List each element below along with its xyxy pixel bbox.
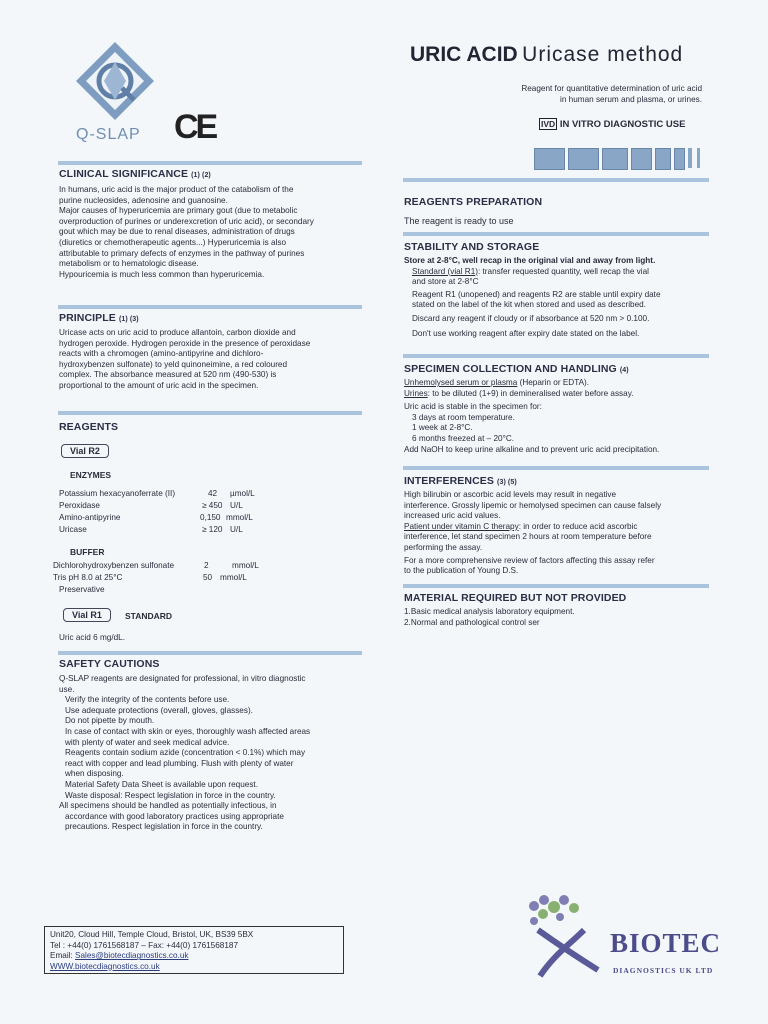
specimen-body — [404, 378, 708, 455]
text-line: react with copper and lead plumbing. Flush with plenty of water — [65, 758, 294, 768]
email-link[interactable]: Sales@biotecdiagnostics.co.uk — [75, 951, 189, 961]
divider — [58, 411, 362, 415]
divider — [403, 232, 709, 236]
ivd-text: IN VITRO DIAGNOSTIC USE — [559, 119, 686, 130]
reagent-name: Uricase — [59, 525, 87, 534]
interferences-heading — [404, 475, 517, 487]
reagent-name: Potassium hexacyanoferrate (II) — [59, 489, 176, 498]
text-line: purine nucleosides, adenosine and guanosine. — [59, 195, 228, 205]
text-line: metabolism or to hematologic disease. — [59, 259, 199, 269]
text-line: Waste disposal: Respect legislation in force in the country. — [65, 790, 276, 800]
biotec-logo — [524, 890, 604, 980]
stability-body — [404, 256, 708, 339]
text-line: increased uric acid values. — [404, 511, 501, 521]
safety-heading: SAFETY CAUTIONS — [59, 658, 160, 670]
title-light: Uricase method — [522, 43, 684, 66]
safety-body — [59, 674, 361, 833]
specimen-heading-text: SPECIMEN COLLECTION AND HANDLING — [404, 363, 617, 375]
list-item: 1.Basic medical analysis laboratory equipment. — [404, 607, 575, 616]
text-line: stated on the label of the kit when stored and used as described. — [412, 300, 646, 310]
standard-label: Standard (vial R1) — [412, 266, 478, 276]
standard-value: Uric acid 6 mg/dL. — [59, 633, 125, 642]
text-line: gout which may be due to renal diseases, administration of drugs — [59, 227, 295, 237]
q-slap-logo — [74, 40, 156, 122]
text-line: Major causes of hyperuricemia are primary gout (due to metabolic — [59, 206, 298, 216]
text-line: Hypouricemia is much less common than hyperuricemia. — [59, 269, 265, 279]
reagent-row — [59, 489, 175, 498]
text-line: interference, let stand specimen 2 hours at room temperature before — [404, 532, 652, 542]
stability-heading: STABILITY AND STORAGE — [404, 241, 540, 253]
text-line: Reagent R1 (unopened) and reagents R2 are stable until expiry date — [412, 289, 661, 299]
email-line — [50, 951, 338, 962]
enzymes-heading: ENZYMES — [70, 470, 112, 480]
text-line: Q-SLAP reagents are designated for professional, in vitro diagnostic — [59, 674, 306, 683]
reagent-row — [59, 513, 120, 522]
email-label: Email: — [50, 951, 76, 961]
material-heading: MATERIAL REQUIRED BUT NOT PROVIDED — [404, 592, 627, 604]
reagent-value: ≥ 450 — [202, 501, 223, 510]
ivd-label — [539, 119, 685, 130]
biotec-sub: DIAGNOSTICS UK LTD — [613, 966, 714, 975]
text-line: High bilirubin or ascorbic acid levels may result in negative — [404, 490, 617, 499]
text-line: interference. Grossly lipemic or hemolysed specimen can cause falsely — [404, 500, 662, 510]
divider — [58, 651, 362, 655]
reagent-unit: µmol/L — [230, 489, 255, 498]
reagent-name: Peroxidase — [59, 501, 100, 510]
text-line: when disposing. — [65, 769, 124, 779]
text-line: overproduction of purines or underexcretion of uric acid), or secondary — [59, 216, 314, 226]
text-line: performing the assay. — [404, 542, 483, 552]
reagent-unit: mmol/L — [232, 561, 259, 570]
specimen-heading — [404, 363, 629, 375]
reagent-value: 0,150 — [200, 513, 221, 522]
reagent-unit: U/L — [230, 501, 243, 510]
contact-box — [44, 926, 344, 974]
ce-mark: CE — [174, 108, 216, 146]
text-line: For a more comprehensive review of factors affecting this assay refer — [404, 555, 655, 565]
reagent-value: 42 — [208, 489, 218, 498]
biotec-name: BIOTEC — [610, 928, 722, 958]
serum-line — [404, 378, 708, 389]
vitc-rest: : in order to reduce acid ascorbic — [518, 521, 638, 531]
reagent-unit: mmol/L — [220, 573, 247, 582]
reagent-unit: U/L — [230, 525, 243, 534]
reagent-value: ≥ 120 — [202, 525, 223, 534]
clinical-heading — [59, 168, 211, 180]
text-line: hydroxybenzen sulfonate) to yeld quinoneimine, a red coloured — [59, 359, 288, 369]
clinical-refs: (1) (2) — [191, 172, 211, 179]
text-line: In case of contact with skin or eyes, thoroughly wash affected areas — [65, 726, 311, 736]
reagents-heading: REAGENTS — [59, 421, 119, 433]
vial-r2-label: Vial R2 — [61, 444, 109, 458]
reagent-row — [59, 525, 87, 534]
subtitle-line: Reagent for quantitative determination of uric acid — [521, 84, 702, 93]
text-line: Reagents contain sodium azide (concentration < 0.1%) which may — [65, 748, 306, 758]
interferences-refs: (3) (5) — [497, 479, 517, 486]
biotec-molecule-icon — [524, 890, 604, 980]
reagent-row — [59, 501, 100, 510]
text-line: Don't use working reagent after expiry date stated on the label. — [412, 328, 640, 338]
divider — [403, 466, 709, 470]
interferences-body — [404, 490, 708, 577]
standard-label: STANDARD — [125, 611, 173, 621]
ivd-badge: IVD — [541, 119, 556, 129]
text-line: Material Safety Data Sheet is available upon request. — [65, 779, 258, 789]
serum-rest: (Heparin or EDTA). — [517, 378, 590, 387]
text-line: All specimens should be handled as potentially infectious, in — [59, 801, 277, 811]
clinical-heading-text: CLINICAL SIGNIFICANCE — [59, 168, 189, 180]
divider — [403, 178, 709, 182]
text-line: Add NaOH to keep urine alkaline and to prevent uric acid precipitation. — [404, 444, 660, 454]
principle-heading-text: PRINCIPLE — [59, 312, 116, 324]
text-line: (diuretics or chemotherapeutic agents...) Hyperuricemia is also — [59, 237, 287, 247]
divider — [403, 354, 709, 358]
text-line: Uricase acts on uric acid to produce allantoin, carbon dioxide and — [59, 328, 296, 337]
standard-rest: : transfer requested quantity, well recap the vial — [477, 266, 649, 276]
reagent-name: Dichlorohydroxybenzen sulfonate — [53, 561, 175, 570]
material-body — [404, 607, 708, 628]
standard-line — [404, 267, 708, 278]
divider — [58, 305, 362, 309]
text-line: Verify the integrity of the contents before use. — [65, 695, 230, 705]
principle-refs: (1) (3) — [118, 316, 139, 323]
urines-label: Urines — [404, 388, 428, 398]
vial-r1-label: Vial R1 — [63, 608, 111, 622]
title-bold: URIC ACID — [410, 43, 518, 66]
text-line: with plenty of water and seek medical advice. — [65, 737, 230, 747]
urines-rest: : to be diluted (1+9) in demineralised water before assay. — [427, 388, 634, 398]
reagent-unit: mmol/L — [226, 513, 253, 522]
reagent-value: 2 — [204, 561, 209, 570]
reagent-name: Amino-antipyrine — [59, 513, 121, 522]
principle-heading — [59, 312, 139, 324]
urines-line — [404, 389, 708, 400]
color-blocks — [534, 148, 710, 168]
interferences-heading-text: INTERFERENCES — [404, 475, 494, 487]
reagent-value: 50 — [203, 573, 213, 582]
text-line: 6 months freezed at – 20°C. — [412, 433, 515, 443]
subtitle — [521, 84, 702, 105]
bold-line: Store at 2-8°C, well recap in the original vial and away from light. — [404, 256, 656, 265]
serum-label: Unhemolysed serum or plasma — [404, 378, 518, 387]
reagent-name: Preservative — [59, 585, 105, 594]
text-line: complex. The absorbance measured at 520 nm (490-530) is — [59, 370, 277, 380]
text-line: Discard any reagent if cloudy or if absorbance at 520 nm > 0.100. — [412, 313, 650, 323]
q-slap-logo-icon — [74, 40, 156, 122]
divider — [58, 161, 362, 165]
text-line: proportional to the amount of uric acid in the specimen. — [59, 380, 259, 390]
clinical-body — [59, 185, 359, 280]
vitc-label: Patient under vitamin C therapy — [404, 521, 519, 531]
divider — [403, 584, 709, 588]
text-line: 3 days at room temperature. — [412, 412, 515, 422]
text-line: reacts with a chromogen (amino-antipyrine and dichloro- — [59, 349, 264, 359]
logo-text: Q-SLAP — [76, 126, 141, 143]
preparation-text: The reagent is ready to use — [404, 216, 514, 226]
list-item: 2.Normal and pathological control ser — [404, 617, 540, 627]
specimen-refs: (4) — [619, 367, 629, 374]
text-line: Uric acid is stable in the specimen for: — [404, 402, 542, 412]
reagent-name: Tris pH 8.0 at 25°C — [53, 573, 123, 582]
text-line: precautions. Respect legislation in force in the country. — [65, 822, 263, 832]
address: Unit20, Cloud Hill, Temple Cloud, Bristol, UK, BS39 5BX — [50, 930, 254, 939]
text-line: In humans, uric acid is the major product of the catabolism of the — [59, 185, 294, 194]
text-line: accordance with good laboratory practices using appropriate — [65, 811, 284, 821]
principle-body — [59, 328, 359, 392]
text-line: use. — [59, 684, 75, 694]
text-line: Use adequate protections (overall, gloves, glasses). — [65, 705, 253, 715]
text-line: hydrogen peroxide. Hydrogen peroxide in the presence of peroxidase — [59, 338, 311, 348]
page-title — [410, 43, 683, 67]
text-line: attributable to primary defects of enzymes in the pathway of purines — [59, 248, 305, 258]
text-line: Do not pipette by mouth. — [65, 716, 155, 726]
preparation-heading: REAGENTS PREPARATION — [404, 196, 543, 208]
website-link[interactable]: WWW.biotecdiagnostics.co.uk — [50, 961, 160, 971]
vitc-line — [404, 522, 708, 533]
subtitle-line: in human serum and plasma, or urines. — [560, 94, 702, 104]
phone: Tel : +44(0) 1761568187 – Fax: +44(0) 1761568187 — [50, 940, 238, 950]
text-line: to the publication of Young D.S. — [404, 566, 519, 576]
buffer-heading: BUFFER — [70, 547, 105, 557]
text-line: and store at 2-8°C — [412, 277, 479, 287]
text-line: 1 week at 2-8°C. — [412, 423, 473, 433]
